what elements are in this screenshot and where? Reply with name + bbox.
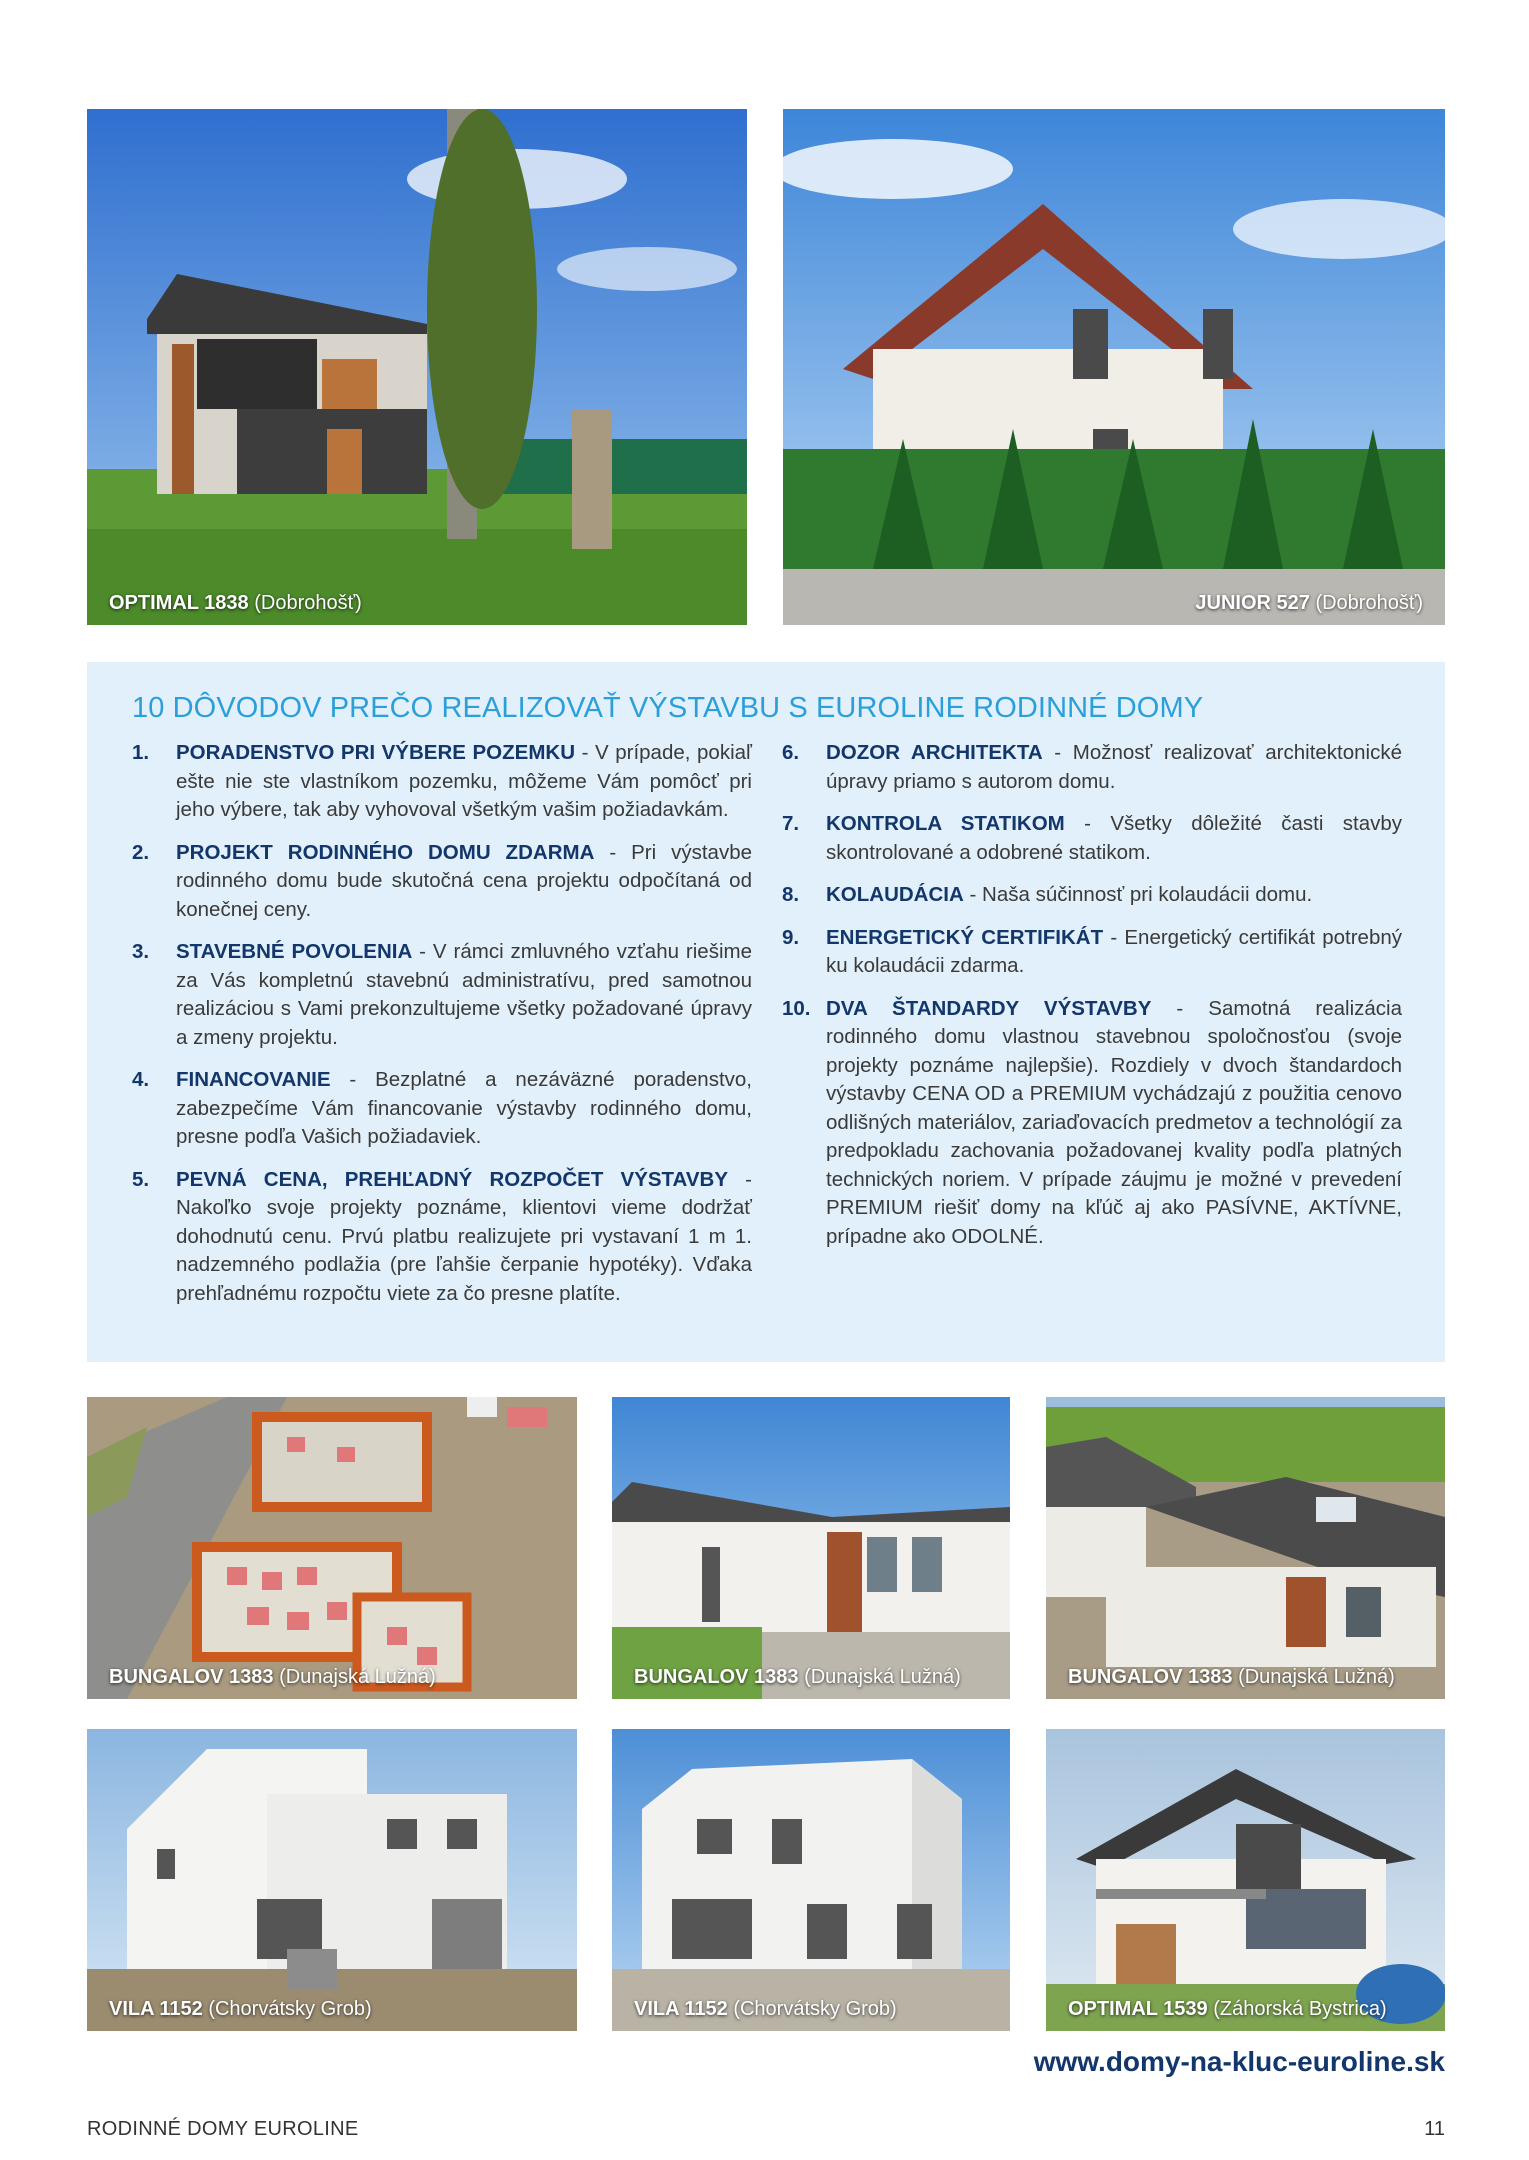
reason-number: 6. xyxy=(782,741,800,764)
photo-optimal-1838 xyxy=(87,109,747,625)
caption-model: OPTIMAL 1539 xyxy=(1068,1998,1208,2020)
reasons-left-column xyxy=(132,739,752,1322)
photo-vila-1152-front xyxy=(612,1729,1010,2031)
photo-junior-527 xyxy=(783,109,1445,625)
reasons-box xyxy=(87,662,1445,1362)
caption-model: OPTIMAL 1838 xyxy=(109,592,249,614)
reason-heading: PEVNÁ CENA, PREHĽADNÝ ROZPOČET VÝSTAVBY xyxy=(176,1167,728,1191)
reason-number: 8. xyxy=(782,883,800,906)
reason-item xyxy=(132,1066,752,1152)
house-photo-image xyxy=(612,1729,1010,2031)
reason-heading: DOZOR ARCHITEKTA xyxy=(826,741,1043,764)
reason-item xyxy=(782,810,1402,867)
reason-item xyxy=(132,1166,752,1309)
reason-heading: FINANCOVANIE xyxy=(176,1068,331,1091)
reason-number: 10. xyxy=(782,996,811,1020)
photo-bungalov-1383-finished xyxy=(612,1397,1010,1699)
reason-heading: PORADENSTVO PRI VÝBERE POZEMKU xyxy=(176,741,576,764)
house-photo-image xyxy=(87,109,747,625)
photo-caption xyxy=(634,1998,897,2021)
reason-item xyxy=(132,739,752,825)
reason-item xyxy=(132,839,752,925)
caption-model: JUNIOR 527 xyxy=(1195,592,1310,614)
reason-heading: PROJEKT RODINNÉHO DOMU ZDARMA xyxy=(176,840,595,864)
caption-location: (Chorvátsky Grob) xyxy=(733,1998,897,2020)
reason-text: - Všetky dôležité časti stavby skontrolované a odobrené statikom. xyxy=(826,812,1402,864)
photo-caption xyxy=(109,1666,436,1689)
reason-text: - Energetický certifikát potrebný ku kolaudácii zdarma. xyxy=(826,925,1402,977)
reason-text: - Bezplatné a nezáväzné poradenstvo, zabezpečíme Vám financovanie výstavby rodinného domu, presne podľa Vašich požiadaviek. xyxy=(176,1068,752,1148)
house-photo-image xyxy=(1046,1729,1445,2031)
caption-location: (Dunajská Lužná) xyxy=(279,1666,436,1688)
reason-item xyxy=(132,938,752,1052)
footer-company: RODINNÉ DOMY EUROLINE xyxy=(87,2118,359,2140)
photo-caption xyxy=(109,592,362,615)
photo-bungalov-1383-aerial xyxy=(1046,1397,1445,1699)
page-number: 11 xyxy=(1424,2118,1445,2140)
reason-number: 2. xyxy=(132,840,150,864)
caption-location: (Záhorská Bystrica) xyxy=(1213,1998,1387,2020)
reason-heading: ENERGETICKÝ CERTIFIKÁT xyxy=(826,925,1104,949)
photo-caption xyxy=(634,1666,961,1689)
house-photo-image xyxy=(87,1729,577,2031)
caption-location: (Chorvátsky Grob) xyxy=(208,1998,372,2020)
reason-number: 5. xyxy=(132,1167,150,1191)
reason-item xyxy=(782,995,1402,1252)
reason-item xyxy=(782,924,1402,981)
photo-caption xyxy=(1068,1998,1387,2021)
photo-caption xyxy=(1068,1666,1395,1689)
reason-text: - Nakoľko svoje projekty poznáme, klientovi vieme dodržať dohodnutú cenu. Prvú platbu realizujete pri vystavaní 1 m 1. nadzemného podlažia (pre ľahšie čerpanie hypotéky). Vďaka prehľadnému rozpočtu viete za čo presne platíte. xyxy=(176,1167,752,1305)
photo-bungalov-1383-construction xyxy=(87,1397,577,1699)
reason-number: 7. xyxy=(782,812,800,835)
reason-item xyxy=(782,881,1402,910)
reason-text: - Pri výstavbe rodinného domu bude skutočná cena projektu odpočítaná od konečnej ceny. xyxy=(176,840,752,921)
reason-body xyxy=(176,1166,752,1309)
reason-text: - V prípade, pokiaľ ešte nie ste vlastníkom pozemku, môžeme Vám pomôcť pri jeho výbere, tak aby vyhovoval všetkým vašim požiadavkám. xyxy=(176,741,752,821)
caption-model: VILA 1152 xyxy=(634,1998,728,2020)
reason-text: - Možnosť realizovať architektonické úpravy priamo s autorom domu. xyxy=(826,741,1402,793)
reason-number: 1. xyxy=(132,741,150,764)
reasons-right-column xyxy=(782,739,1402,1265)
reason-item xyxy=(782,739,1402,796)
photo-caption xyxy=(1195,592,1423,615)
reason-text: - Naša súčinnosť pri kolaudácii domu. xyxy=(963,883,1313,906)
reason-body xyxy=(176,1066,752,1152)
caption-model: BUNGALOV 1383 xyxy=(109,1666,274,1688)
reason-text: - V rámci zmluvného vzťahu riešime za Vás kompletnú stavebnú administratívu, pred samotnou realizáciou s Vami prekonzultujeme všetky požadované úpravy a zmeny projektu. xyxy=(176,940,752,1049)
reason-heading: DVA ŠTANDARDY VÝSTAVBY xyxy=(826,996,1152,1020)
caption-model: BUNGALOV 1383 xyxy=(1068,1666,1233,1688)
reason-body xyxy=(826,810,1402,867)
house-photo-image xyxy=(612,1397,1010,1699)
caption-location: (Dunajská Lužná) xyxy=(804,1666,961,1688)
reason-body xyxy=(176,739,752,825)
caption-location: (Dunajská Lužná) xyxy=(1238,1666,1395,1688)
reason-body xyxy=(176,938,752,1052)
reason-number: 4. xyxy=(132,1068,150,1091)
reason-number: 9. xyxy=(782,925,800,949)
website-link[interactable]: www.domy-na-kluc-euroline.sk xyxy=(1033,2046,1445,2077)
caption-model: BUNGALOV 1383 xyxy=(634,1666,799,1688)
reasons-title: 10 DÔVODOV PREČO REALIZOVAŤ VÝSTAVBU S EUROLINE RODINNÉ DOMY xyxy=(132,692,1204,724)
reason-heading: KOLAUDÁCIA xyxy=(826,883,964,906)
reason-heading: KONTROLA STATIKOM xyxy=(826,812,1065,835)
caption-location: (Dobrohošť) xyxy=(1315,592,1423,614)
house-photo-image xyxy=(783,109,1445,625)
reason-body xyxy=(826,739,1402,796)
construction-photo-image xyxy=(87,1397,577,1699)
reason-body xyxy=(826,995,1402,1252)
photo-vila-1152-side xyxy=(87,1729,577,2031)
reason-body xyxy=(176,839,752,925)
house-photo-image xyxy=(1046,1397,1445,1699)
caption-model: VILA 1152 xyxy=(109,1998,203,2020)
reason-text: - Samotná realizácia rodinného domu vlastnou stavebnou spoločnosťou (svoje projekty poznáme najlepšie). Rozdiely v dvoch štandardoch výstavby CENA OD a PREMIUM vychádzajú z použitia cenovo odlišných materiálov, zariaďovacích predmetov a technológií za predpokladu zachovania požadovanej kvality podľa platných technických noriem. V prípade záujmu je možné v prevedení PREMIUM riešiť domy na kľúč aj ako PASÍVNE, AKTÍVNE, prípadne ako ODOLNÉ. xyxy=(826,996,1403,1248)
reason-body xyxy=(826,881,1402,910)
reason-number: 3. xyxy=(132,940,150,963)
caption-location: (Dobrohošť) xyxy=(254,592,362,614)
reason-body xyxy=(826,924,1402,981)
photo-caption xyxy=(109,1998,372,2021)
reason-heading: STAVEBNÉ POVOLENIA xyxy=(176,940,413,963)
photo-optimal-1539 xyxy=(1046,1729,1445,2031)
